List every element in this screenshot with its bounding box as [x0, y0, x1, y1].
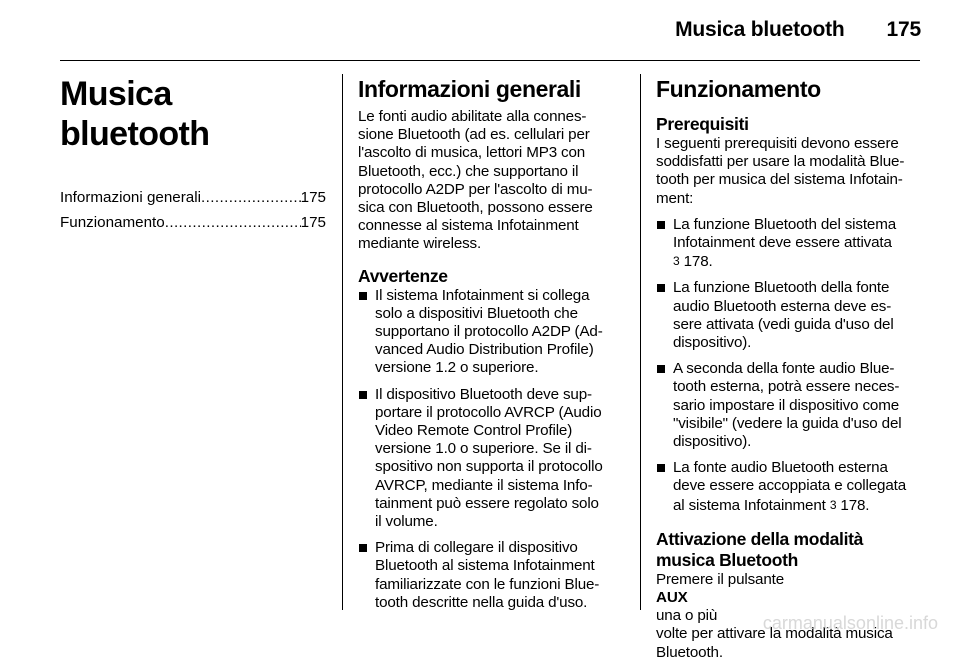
toc-entry-funzionamento[interactable]: [60, 210, 326, 235]
text-line: Bluetooth al sistema Infotainment: [375, 557, 595, 575]
toc-entry-label: Informazioni generali: [60, 189, 201, 206]
text-fragment: Premere il pulsante: [656, 570, 784, 588]
activation-title-line: musica Bluetooth: [656, 549, 799, 570]
text-line: Il sistema Infotainment si collega: [375, 286, 590, 304]
prereq-title: Prerequisiti: [656, 114, 749, 134]
list-item: [358, 386, 622, 532]
header-rule: [60, 60, 920, 61]
text-line: spositivo non supporta il protocollo: [375, 458, 603, 476]
text-line: tooth per musica del sistema Infotain-: [656, 171, 903, 189]
text-line: La fonte audio Bluetooth esterna: [673, 459, 888, 477]
aux-key-label: AUX: [656, 589, 688, 607]
chapter-title: Musica bluetooth: [60, 75, 210, 153]
text-line: dispositivo).: [673, 334, 752, 352]
text-line: ment:: [656, 189, 694, 207]
text-line: Prima di collegare il dispositivo: [375, 539, 578, 557]
list-item: [656, 360, 922, 451]
activation-title: [656, 529, 922, 571]
text-line: sione Bluetooth (ad es. cellulari per: [358, 126, 590, 144]
cross-reference-icon[interactable]: 3: [829, 497, 837, 512]
prereq-list: [656, 216, 922, 515]
text-line: sario impostare il dispositivo come: [673, 396, 900, 414]
list-item: [656, 279, 922, 352]
text-line: Video Remote Control Profile): [375, 422, 573, 440]
notes-list: [358, 287, 622, 612]
table-of-contents: [60, 185, 326, 235]
text-line: solo a dispositivi Bluetooth che: [375, 304, 578, 322]
text-line: I seguenti prerequisiti devono essere: [656, 135, 899, 152]
cross-reference-icon: 3: [673, 254, 680, 269]
text-line: sere attivata (vedi guida d'uso del: [673, 315, 894, 333]
notes-title: Avvertenze: [358, 265, 448, 286]
reference-page: 178.: [683, 253, 713, 271]
watermark: carmanualsonline.info: [762, 613, 938, 633]
text-line: Il dispositivo Bluetooth deve sup-: [375, 385, 592, 403]
intro-paragraph: [358, 108, 622, 254]
text-line: soddisfatti per usare la modalità Blue-: [656, 153, 905, 171]
toc-leader-dots: [165, 210, 301, 235]
text-line: Bluetooth, ecc.) che supportano il: [358, 162, 579, 180]
text-line: dispositivo).: [673, 433, 752, 451]
text-line: volte per attivare la modalità musica: [656, 625, 893, 643]
text-fragment: al sistema Infotainment: [673, 496, 826, 514]
list-item: [358, 539, 622, 612]
text-line: "visibile" (vedere la guida d'uso del: [673, 414, 902, 432]
text-line: Le fonti audio abilitate alla connes-: [358, 108, 587, 125]
text-line-with-reference: [673, 496, 922, 515]
text-line: La funzione Bluetooth della fonte: [673, 279, 890, 297]
prereq-intro: [656, 135, 922, 208]
text-line: deve essere accoppiata e collegata: [673, 477, 906, 495]
header-page-number: 175: [886, 18, 921, 41]
text-fragment: una o più: [656, 607, 718, 625]
running-header: [321, 18, 921, 42]
text-line: tooth descritte nella guida d'uso.: [375, 593, 588, 611]
toc-leader-dots: [201, 185, 301, 210]
list-item: [656, 459, 922, 515]
text-line: familiarizzate con le funzioni Blue-: [375, 575, 600, 593]
text-line: versione 1.2 o superiore.: [375, 359, 539, 377]
text-line: supportano il protocollo A2DP (Ad-: [375, 323, 603, 341]
text-line: connesse al sistema Infotainment: [358, 217, 579, 235]
column-toc: [60, 74, 326, 235]
toc-entry-informazioni-generali[interactable]: [60, 185, 326, 210]
header-chapter: Musica bluetooth: [675, 18, 845, 41]
column-divider-1: [342, 74, 343, 610]
text-line: portare il protocollo AVRCP (Audio: [375, 403, 602, 421]
list-item: [358, 287, 622, 378]
text-line: mediante wireless.: [358, 235, 482, 253]
activation-title-line: Attivazione della modalità: [656, 528, 864, 549]
text-line: vanced Audio Distribution Profile): [375, 341, 594, 359]
text-line: l'ascolto di musica, lettori MP3 con: [358, 144, 586, 162]
list-item: [656, 216, 922, 272]
text-line: versione 1.0 o superiore. Se il di-: [375, 440, 592, 458]
section-title-funzionamento: Funzionamento: [656, 76, 821, 102]
text-line: il volume.: [375, 513, 438, 531]
column-funzionamento: [656, 74, 922, 662]
section-title-informazioni: Informazioni generali: [358, 76, 581, 102]
text-line: A seconda della fonte audio Blue-: [673, 360, 895, 378]
text-line: Infotainment deve essere attivata: [673, 234, 892, 252]
column-divider-2: [640, 74, 641, 610]
text-line: sica con Bluetooth, possono essere: [358, 199, 593, 217]
text-line: AVRCP, mediante il sistema Info-: [375, 476, 593, 494]
column-informazioni: [358, 74, 622, 612]
text-line: La funzione Bluetooth del sistema: [673, 215, 897, 233]
cross-reference[interactable]: [673, 252, 922, 271]
toc-entry-page: 175: [300, 214, 326, 231]
toc-entry-label: Funzionamento: [60, 214, 165, 231]
text-line: tooth esterna, potrà essere neces-: [673, 378, 900, 396]
text-line: audio Bluetooth esterna deve es-: [673, 297, 892, 315]
text-line: tainment può essere regolato solo: [375, 494, 599, 512]
toc-entry-page: 175: [300, 189, 326, 206]
reference-page[interactable]: 178.: [840, 496, 870, 514]
text-line: protocollo A2DP per l'ascolto di mu-: [358, 180, 593, 198]
text-line: Bluetooth.: [656, 643, 723, 661]
